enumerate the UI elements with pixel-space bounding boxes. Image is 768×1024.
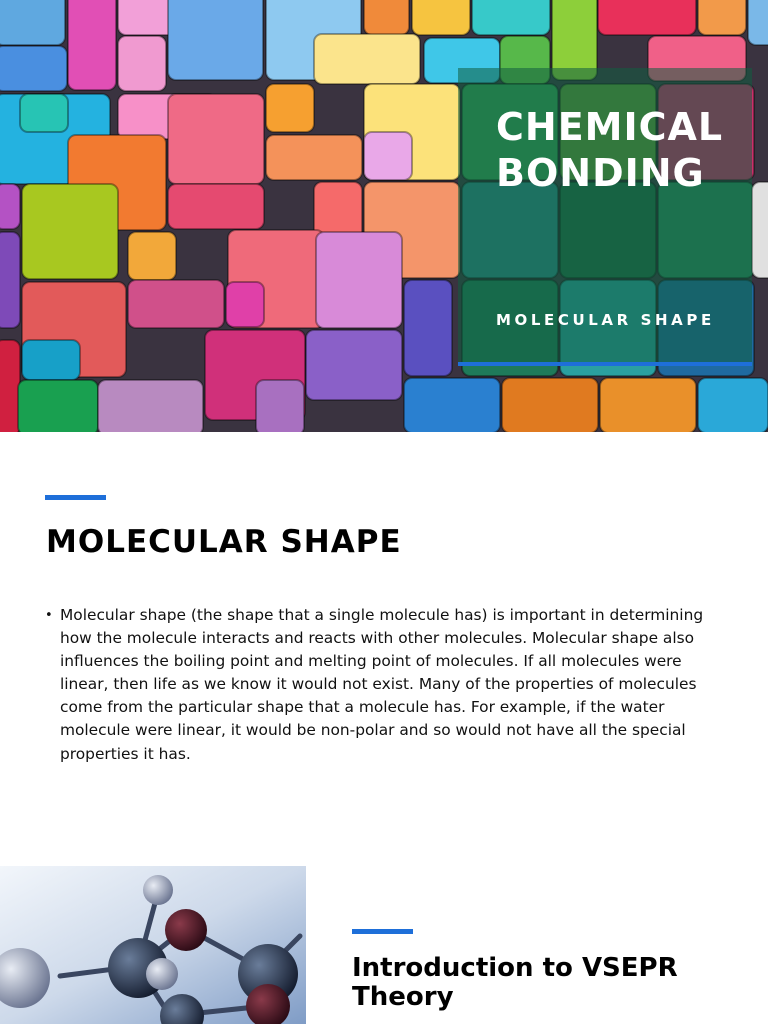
title-line-2: BONDING — [496, 151, 705, 195]
presentation-subtitle: MOLECULAR SHAPE — [496, 311, 715, 329]
slide-heading: MOLECULAR SHAPE — [46, 524, 402, 560]
title-line-1: CHEMICAL — [496, 105, 724, 149]
slide-heading: Introduction to VSEPR Theory — [352, 953, 678, 1012]
bullet-text: Molecular shape (the shape that a single molecule has) is important in determining how the molecule interacts and reacts with other molecules. Molecular shape also influences the boiling point and melting point of molecules. If all molecules were linear, then life as we know it would not exist. Many of the properties of molecules come from the particular shape that a molecule has. For example, if the water molecule were linear, it would be non-polar and so would not have all the special properties it has. — [60, 606, 704, 763]
bullet-dot-icon: • — [45, 608, 53, 623]
heading-accent-bar — [352, 929, 413, 934]
bullet-list — [45, 604, 725, 766]
bullet-item — [45, 604, 725, 766]
molecule-model-image — [0, 866, 306, 1024]
title-underline — [458, 362, 752, 366]
title-slide — [0, 0, 768, 432]
presentation-title — [496, 104, 756, 196]
heading-accent-bar — [45, 495, 106, 500]
